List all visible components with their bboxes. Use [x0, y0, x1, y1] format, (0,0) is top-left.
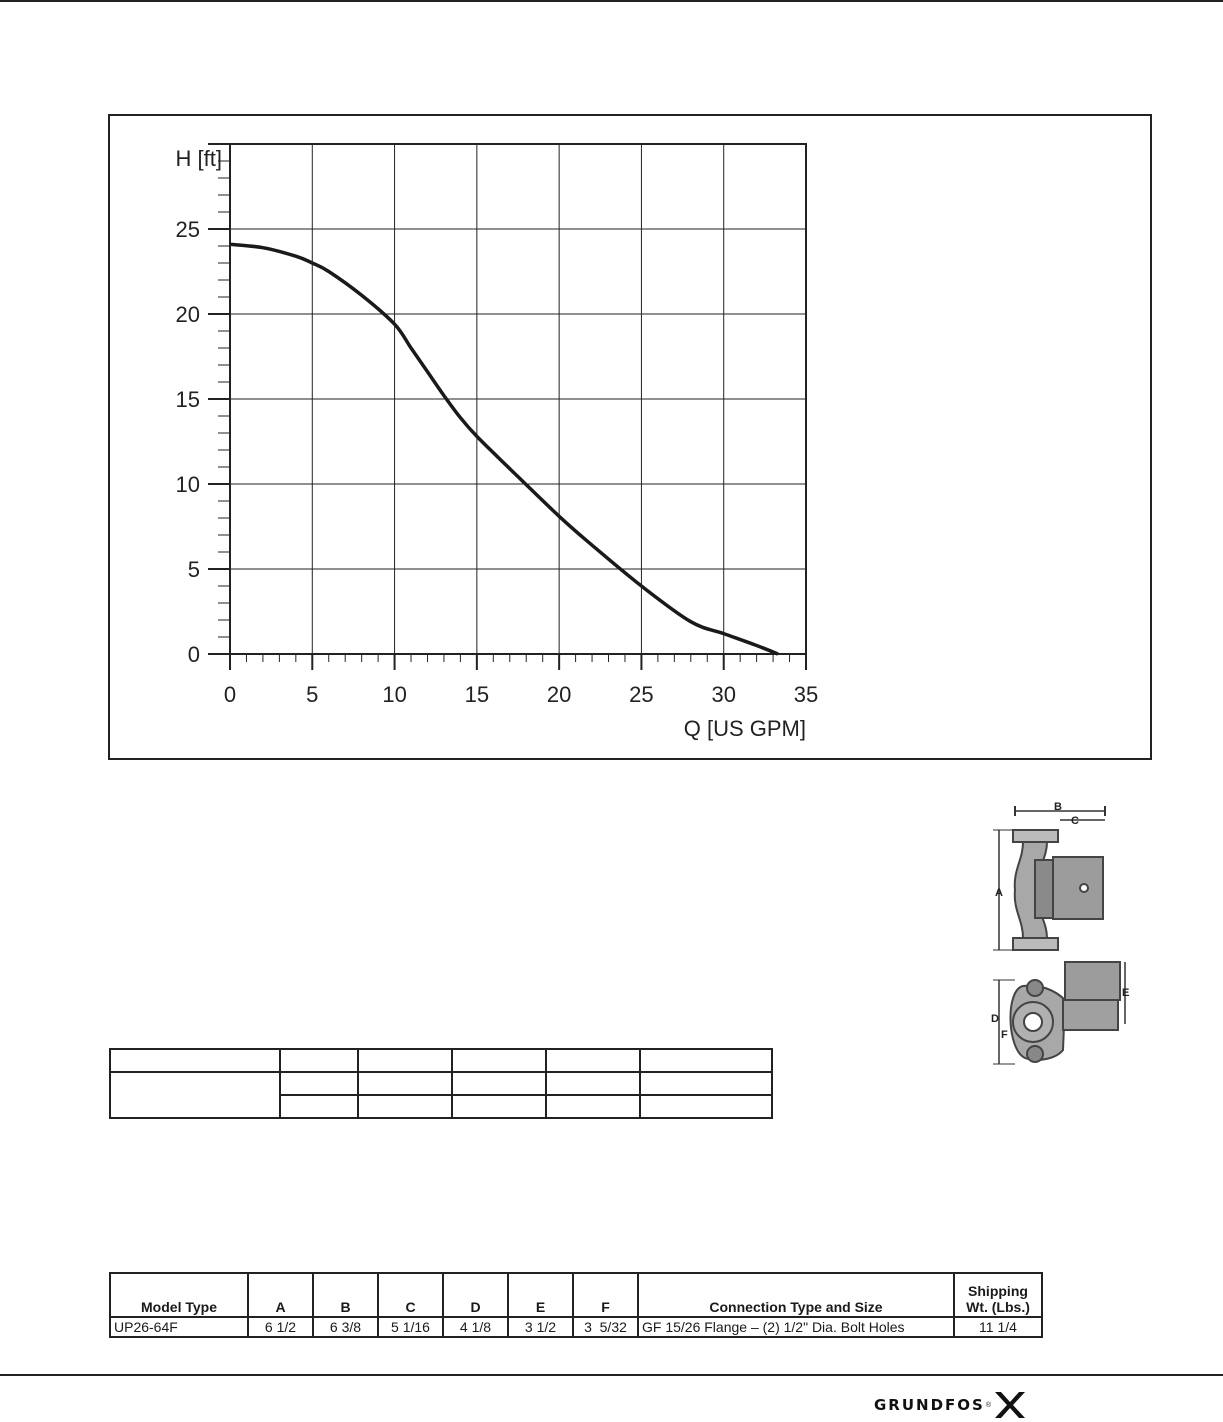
x-tick-label: 0	[223, 682, 237, 707]
header-model-type: Model Type	[110, 1273, 248, 1317]
blank-table-row	[110, 1072, 772, 1095]
bottom-rule	[0, 1374, 1223, 1376]
header-d: D	[443, 1273, 508, 1317]
blank-cell	[546, 1049, 640, 1072]
dim-label-a: A	[995, 887, 1003, 899]
dim-label-e: E	[1122, 987, 1130, 999]
x-tick-label: 35	[793, 682, 819, 707]
blank-cell	[358, 1072, 452, 1095]
cell-shipping-weight: 11 1/4	[954, 1317, 1042, 1337]
cell-b: 6 3/8	[313, 1317, 378, 1337]
cell-a: 6 1/2	[248, 1317, 313, 1337]
cell-e: 3 1/2	[508, 1317, 573, 1337]
blank-cell	[640, 1095, 772, 1118]
blank-cell	[546, 1072, 640, 1095]
dim-label-d: D	[991, 1013, 999, 1025]
x-tick-label: 10	[382, 682, 407, 707]
cell-d: 4 1/8	[443, 1317, 508, 1337]
blank-cell	[358, 1095, 452, 1118]
grundfos-x-icon	[993, 1390, 1027, 1420]
blank-cell	[452, 1072, 546, 1095]
y-tick-label: 5	[187, 557, 200, 582]
pump-bottom-view	[993, 962, 1125, 1064]
x-tick-label: 15	[464, 682, 490, 707]
header-b: B	[313, 1273, 378, 1317]
x-tick-label: 20	[546, 682, 572, 707]
blank-cell	[280, 1095, 358, 1118]
dim-label-c: C	[1071, 815, 1079, 827]
blank-cell	[110, 1049, 280, 1072]
header-shipping-weight: Shipping Wt. (Lbs.)	[954, 1273, 1042, 1317]
blank-cell	[640, 1049, 772, 1072]
dim-label-b: B	[1054, 801, 1062, 813]
header-c: C	[378, 1273, 443, 1317]
header-connection: Connection Type and Size	[638, 1273, 954, 1317]
chart-frame	[108, 114, 1152, 760]
blank-cell	[110, 1072, 280, 1118]
header-f: F	[573, 1273, 638, 1317]
y-tick-label: 20	[175, 302, 200, 327]
spec-table-header-row	[110, 1273, 1042, 1317]
y-tick-label: 10	[175, 472, 200, 497]
blank-cell	[452, 1095, 546, 1118]
cell-f: 3 5/32	[573, 1317, 638, 1337]
header-a: A	[248, 1273, 313, 1317]
x-tick-label: 25	[629, 682, 654, 707]
cell-model-type: UP26-64F	[110, 1317, 248, 1337]
pump-side-view	[993, 806, 1105, 950]
pump-dimension-drawing	[985, 800, 1145, 1080]
blank-cell	[280, 1049, 358, 1072]
blank-cell	[280, 1072, 358, 1095]
y-tick-label: 15	[175, 387, 200, 412]
blank-cell	[452, 1049, 546, 1072]
dimension-spec-table	[109, 1272, 1043, 1338]
registered-mark: ®	[985, 1401, 992, 1409]
top-rule	[0, 0, 1223, 2]
y-tick-label: 25	[175, 217, 200, 242]
blank-table-row	[110, 1049, 772, 1072]
blank-cell	[640, 1072, 772, 1095]
x-tick-label: 5	[306, 682, 319, 707]
y-axis-label: H [ft]	[175, 146, 222, 171]
cell-connection: GF 15/26 Flange – (2) 1/2" Dia. Bolt Holes	[638, 1317, 954, 1337]
y-tick-label: 0	[187, 642, 200, 667]
x-axis-label: Q [US GPM]	[683, 716, 806, 741]
cell-c: 5 1/16	[378, 1317, 443, 1337]
dim-label-f: F	[1001, 1029, 1008, 1041]
grundfos-logo	[874, 1388, 1027, 1422]
table-row	[110, 1317, 1042, 1337]
blank-cell	[546, 1095, 640, 1118]
brand-name: GRUNDFOS	[874, 1396, 985, 1414]
x-tick-label: 30	[711, 682, 736, 707]
header-e: E	[508, 1273, 573, 1317]
blank-cell	[358, 1049, 452, 1072]
blank-table	[109, 1048, 773, 1119]
pump-performance-chart	[110, 116, 1150, 758]
